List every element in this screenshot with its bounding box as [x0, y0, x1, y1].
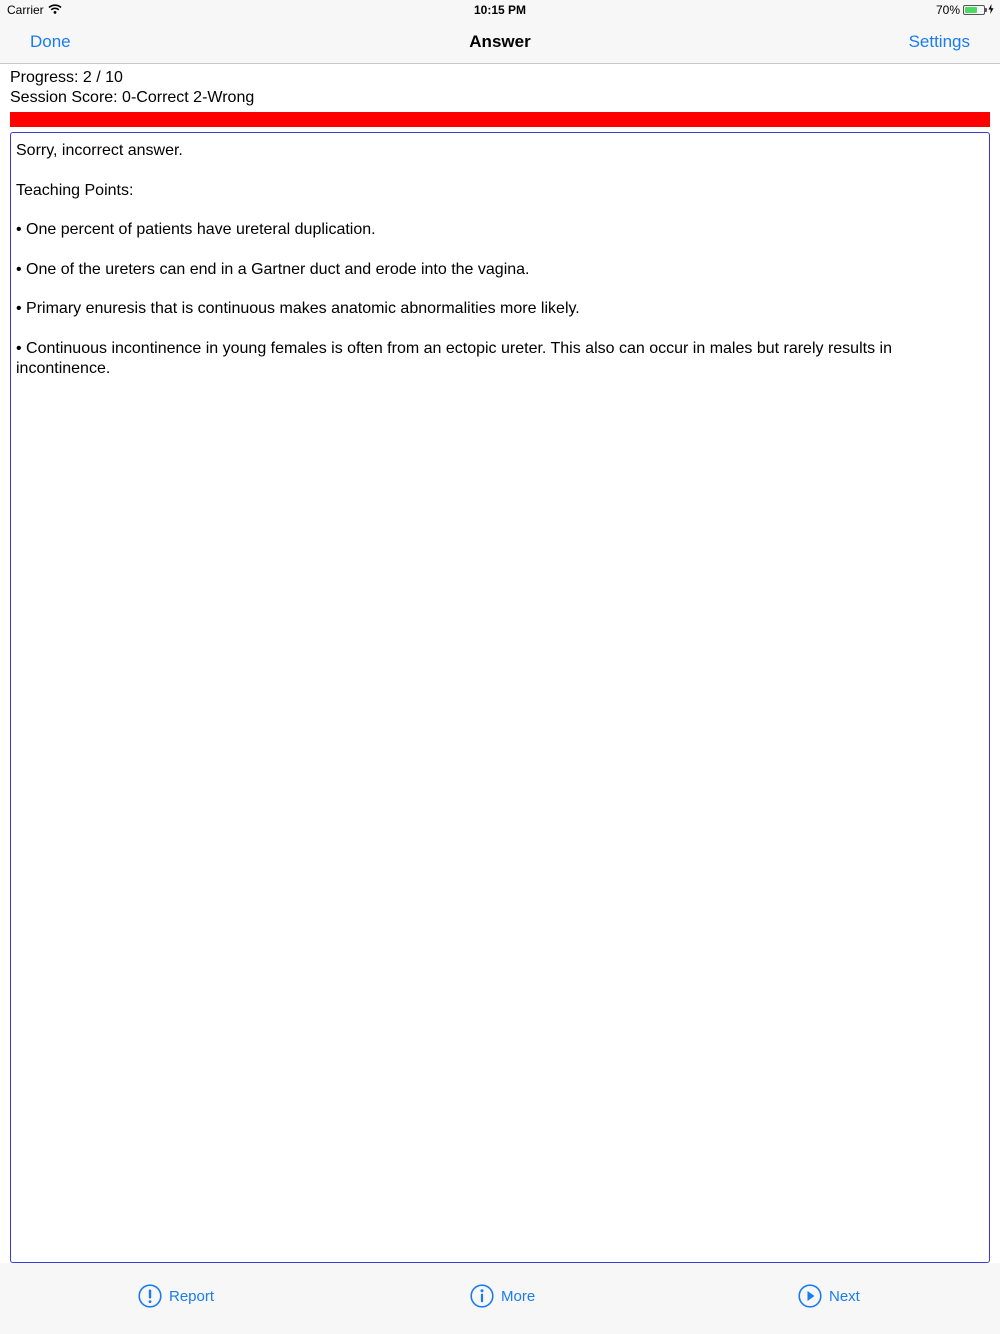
info-circle-icon — [470, 1284, 494, 1308]
session-score-text: Session Score: 0-Correct 2-Wrong — [10, 89, 255, 106]
bottom-toolbar — [0, 1263, 1000, 1334]
status-bar — [0, 0, 1000, 20]
play-circle-icon — [798, 1284, 822, 1308]
next-button[interactable] — [798, 1284, 860, 1308]
report-label: Report — [169, 1287, 215, 1305]
teaching-point: • One of the ureters can end in a Gartner duct and erode into the vagina. — [16, 260, 530, 278]
teaching-point: • One percent of patients have ureteral duplication. — [16, 221, 376, 238]
battery-icon — [963, 5, 985, 15]
more-label: More — [501, 1287, 536, 1305]
done-button[interactable]: Done — [30, 32, 71, 51]
exclamation-circle-icon — [138, 1284, 162, 1308]
battery-level-fill — [965, 7, 977, 13]
settings-button[interactable]: Settings — [908, 32, 970, 51]
answer-result: Sorry, incorrect answer. — [16, 142, 183, 159]
carrier-label: Carrier — [7, 3, 44, 17]
charging-icon — [988, 3, 994, 17]
session-info — [10, 68, 254, 108]
progress-text: Progress: 2 / 10 — [10, 69, 123, 86]
status-time: 10:15 PM — [473, 3, 527, 17]
page-title: Answer — [469, 32, 531, 51]
battery-group — [936, 3, 994, 17]
report-button[interactable] — [138, 1284, 214, 1308]
teaching-point: • Continuous incontinence in young females is often from an ectopic ureter. This also can occur in males but rarely results in incontinence. — [16, 339, 892, 377]
progress-bar-fill — [10, 112, 990, 127]
navigation-bar — [0, 20, 1000, 64]
more-button[interactable] — [470, 1284, 535, 1308]
answer-text-view[interactable] — [10, 132, 990, 1263]
teaching-points-heading: Teaching Points: — [16, 181, 134, 199]
next-label: Next — [829, 1287, 860, 1305]
battery-percent: 70% — [935, 3, 960, 17]
progress-bar — [10, 112, 990, 127]
teaching-point: • Primary enuresis that is continuous makes anatomic abnormalities more likely. — [16, 300, 580, 317]
